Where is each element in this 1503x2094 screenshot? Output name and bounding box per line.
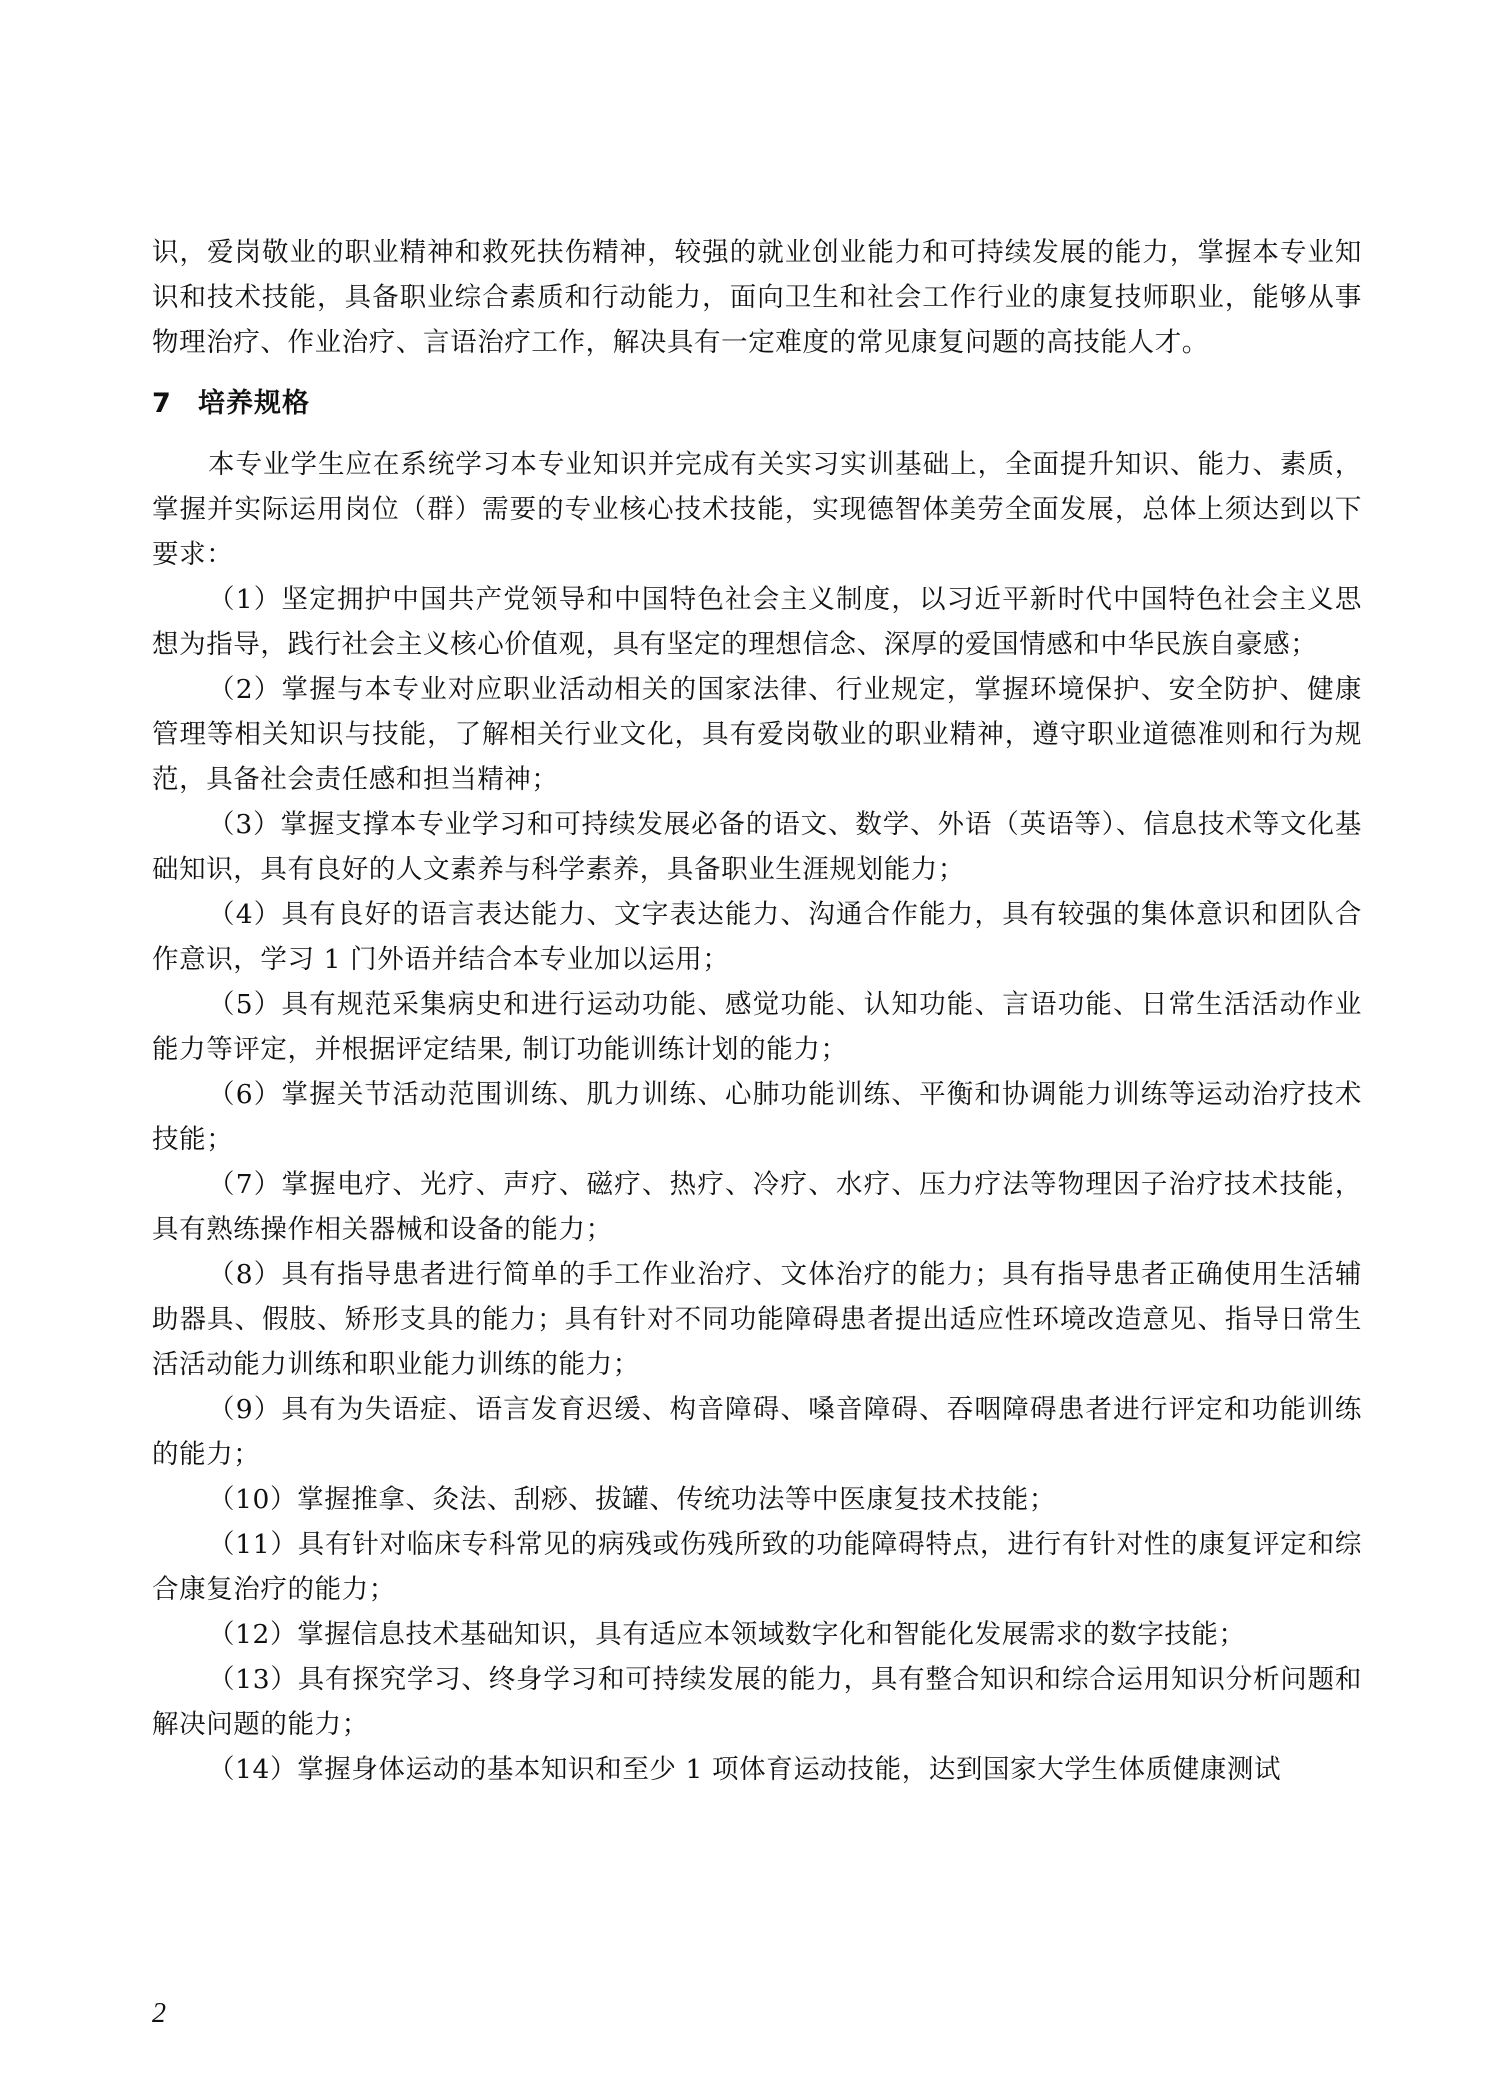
section-lead-paragraph: 本专业学生应在系统学习本专业知识并完成有关实习实训基础上，全面提升知识、能力、素质，掌握并实际运用岗位（群）需要的专业核心技术技能，实现德智体美劳全面发展，总体上须达到以下要求： [152,449,1362,570]
requirement-item-1: （1）坚定拥护中国共产党领导和中国特色社会主义制度，以习近平新时代中国特色社会主义思想为指导，践行社会主义核心价值观，具有坚定的理想信念、深厚的爱国情感和中华民族自豪感； [152,584,1362,660]
requirement-item-7: （7）掌握电疗、光疗、声疗、磁疗、热疗、冷疗、水疗、压力疗法等物理因子治疗技术技能，具有熟练操作相关器械和设备的能力； [152,1169,1362,1245]
requirement-item-11: （11）具有针对临床专科常见的病残或伤残所致的功能障碍特点，进行有针对性的康复评定和综合康复治疗的能力； [152,1529,1362,1605]
requirement-item-8: （8）具有指导患者进行简单的手工作业治疗、文体治疗的能力；具有指导患者正确使用生活辅助器具、假肢、矫形支具的能力；具有针对不同功能障碍患者提出适应性环境改造意见、指导日常生活活动能力训练和职业能力训练的能力； [152,1259,1362,1380]
requirement-item-4: （4）具有良好的语言表达能力、文字表达能力、沟通合作能力，具有较强的集体意识和团队合作意识，学习 1 门外语并结合本专业加以运用； [152,899,1362,975]
requirement-item-9: （9）具有为失语症、语言发育迟缓、构音障碍、嗓音障碍、吞咽障碍患者进行评定和功能训练的能力； [152,1394,1362,1470]
requirement-item-13: （13）具有探究学习、终身学习和可持续发展的能力，具有整合知识和综合运用知识分析问题和解决问题的能力； [152,1664,1362,1740]
section-heading [152,381,1362,426]
requirement-item-5: （5）具有规范采集病史和进行运动功能、感觉功能、认知功能、言语功能、日常生活活动作业能力等评定，并根据评定结果, 制订功能训练计划的能力； [152,989,1362,1065]
page-content [152,230,1362,1792]
requirement-item-10: （10）掌握推拿、灸法、刮痧、拔罐、传统功法等中医康复技术技能； [208,1484,1056,1515]
requirement-item-6: （6）掌握关节活动范围训练、肌力训练、心肺功能训练、平衡和协调能力训练等运动治疗技术技能； [152,1079,1362,1155]
requirement-item-3: （3）掌握支撑本专业学习和可持续发展必备的语文、数学、外语（英语等）、信息技术等文化基础知识，具有良好的人文素养与科学素养，具备职业生涯规划能力； [152,809,1362,885]
requirement-item-2: （2）掌握与本专业对应职业活动相关的国家法律、行业规定，掌握环境保护、安全防护、健康管理等相关知识与技能，了解相关行业文化，具有爱岗敬业的职业精神，遵守职业道德准则和行为规范，具备社会责任感和担当精神； [152,674,1362,795]
requirement-item-12: （12）掌握信息技术基础知识，具有适应本领域数字化和智能化发展需求的数字技能； [208,1619,1246,1650]
requirement-item-14: （14）掌握身体运动的基本知识和至少 1 项体育运动技能，达到国家大学生体质健康测试 [208,1754,1282,1785]
section-number: 7 [152,388,172,419]
page-number: 2 [152,1998,166,2029]
intro-paragraph: 识，爱岗敬业的职业精神和救死扶伤精神，较强的就业创业能力和可持续发展的能力，掌握本专业知识和技术技能，具备职业综合素质和行动能力，面向卫生和社会工作行业的康复技师职业，能够从事物理治疗、作业治疗、言语治疗工作，解决具有一定难度的常见康复问题的高技能人才。 [152,237,1362,358]
section-title: 培养规格 [198,388,310,419]
